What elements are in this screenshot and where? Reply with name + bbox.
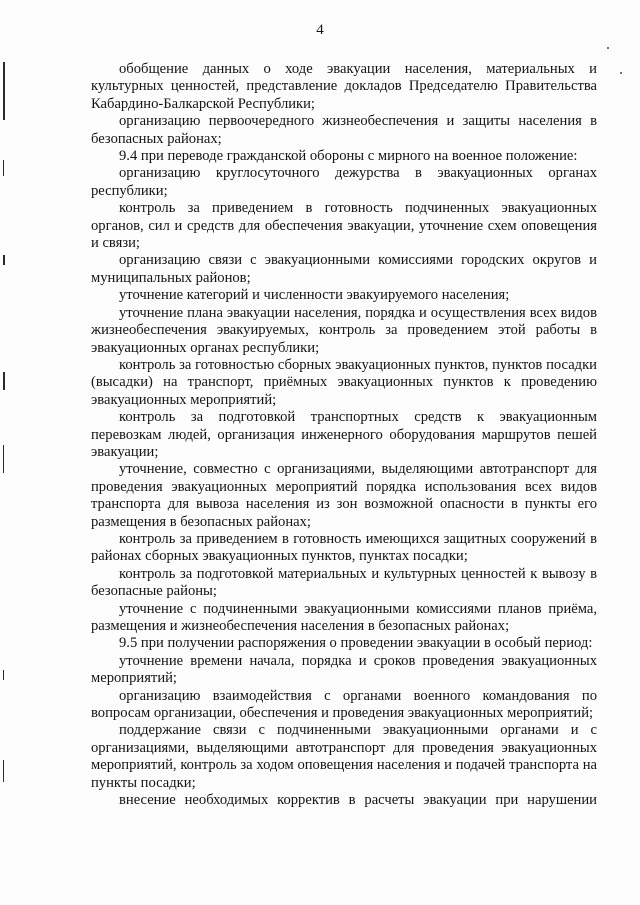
scan-margin-mark — [3, 160, 4, 176]
paragraph: 9.5 при получении распоряжения о проведении эвакуации в особый период: — [119, 635, 593, 652]
paragraph: уточнение с подчиненными эвакуационными комиссиями планов приёма, размещения и жизнеобеспечения населения в безопасных районах; — [91, 600, 597, 634]
document-body — [91, 61, 597, 809]
paragraph: уточнение плана эвакуации населения, порядка и осуществления всех видов жизнеобеспечения эвакуируемых, контроль за проведением этой работы в эвакуационных органах республики; — [91, 304, 597, 356]
scan-speck — [620, 72, 622, 74]
page-number: 4 — [316, 22, 324, 38]
scan-margin-mark — [3, 62, 5, 120]
paragraph: уточнение, совместно с организациями, выделяющими автотранспорт для проведения эвакуационных мероприятий порядка использования всех видов транспорта для вывоза населения из зон возможной опасности в пункты его размещения в безопасных районах; — [91, 461, 597, 530]
paragraph: поддержание связи с подчиненными эвакуационными органами и с организациями, выделяющими автотранспорт для проведения эвакуационных мероприятий, контроль за ходом оповещения населения и подачей транспорта на пункты посадки; — [91, 722, 597, 791]
paragraph: организацию круглосуточного дежурства в эвакуационных органах республики; — [91, 165, 597, 199]
scan-speck — [607, 47, 609, 49]
paragraph: контроль за приведением в готовность подчиненных эвакуационных органов, сил и средств для обеспечения эвакуации, уточнение схем оповещения и связи; — [91, 200, 597, 252]
paragraph: внесение необходимых корректив в расчеты эвакуации при нарушении — [119, 792, 597, 809]
scan-margin-mark — [3, 760, 4, 782]
paragraph: 9.4 при переводе гражданской обороны с мирного на военное положение: — [119, 148, 578, 165]
paragraph: контроль за приведением в готовность имеющихся защитных сооружений в районах сборных эвакуационных пунктов, пунктах посадки; — [91, 530, 597, 565]
scan-margin-mark — [3, 255, 5, 265]
scan-margin-mark — [3, 670, 4, 680]
paragraph: уточнение категорий и численности эвакуируемого населения; — [119, 287, 510, 304]
paragraph: организацию связи с эвакуационными комиссиями городских округов и муниципальных районов; — [91, 252, 597, 286]
paragraph: контроль за подготовкой транспортных средств к эвакуационным перевозкам людей, организация инженерного оборудования маршрутов пешей эвакуации; — [91, 409, 597, 460]
paragraph: обобщение данных о ходе эвакуации населения, материальных и культурных ценностей, представление докладов Председателю Правительства Кабардино-Балкарской Республики; — [91, 61, 597, 112]
paragraph: организацию взаимодействия с органами военного командования по вопросам организации, обеспечения и проведения эвакуационных мероприятий; — [91, 687, 597, 722]
paragraph: уточнение времени начала, порядка и сроков проведения эвакуационных мероприятий; — [91, 652, 597, 687]
paragraph: контроль за готовностью сборных эвакуационных пунктов, пунктов посадки (высадки) на транспорт, приёмных эвакуационных пунктов к проведению эвакуационных мероприятий; — [91, 356, 597, 408]
scan-margin-mark — [3, 372, 5, 390]
paragraph: организацию первоочередного жизнеобеспечения и защиты населения в безопасных районах; — [91, 113, 597, 147]
scan-margin-mark — [3, 445, 4, 473]
paragraph: контроль за подготовкой материальных и культурных ценностей к вывозу в безопасные районы; — [91, 565, 597, 600]
